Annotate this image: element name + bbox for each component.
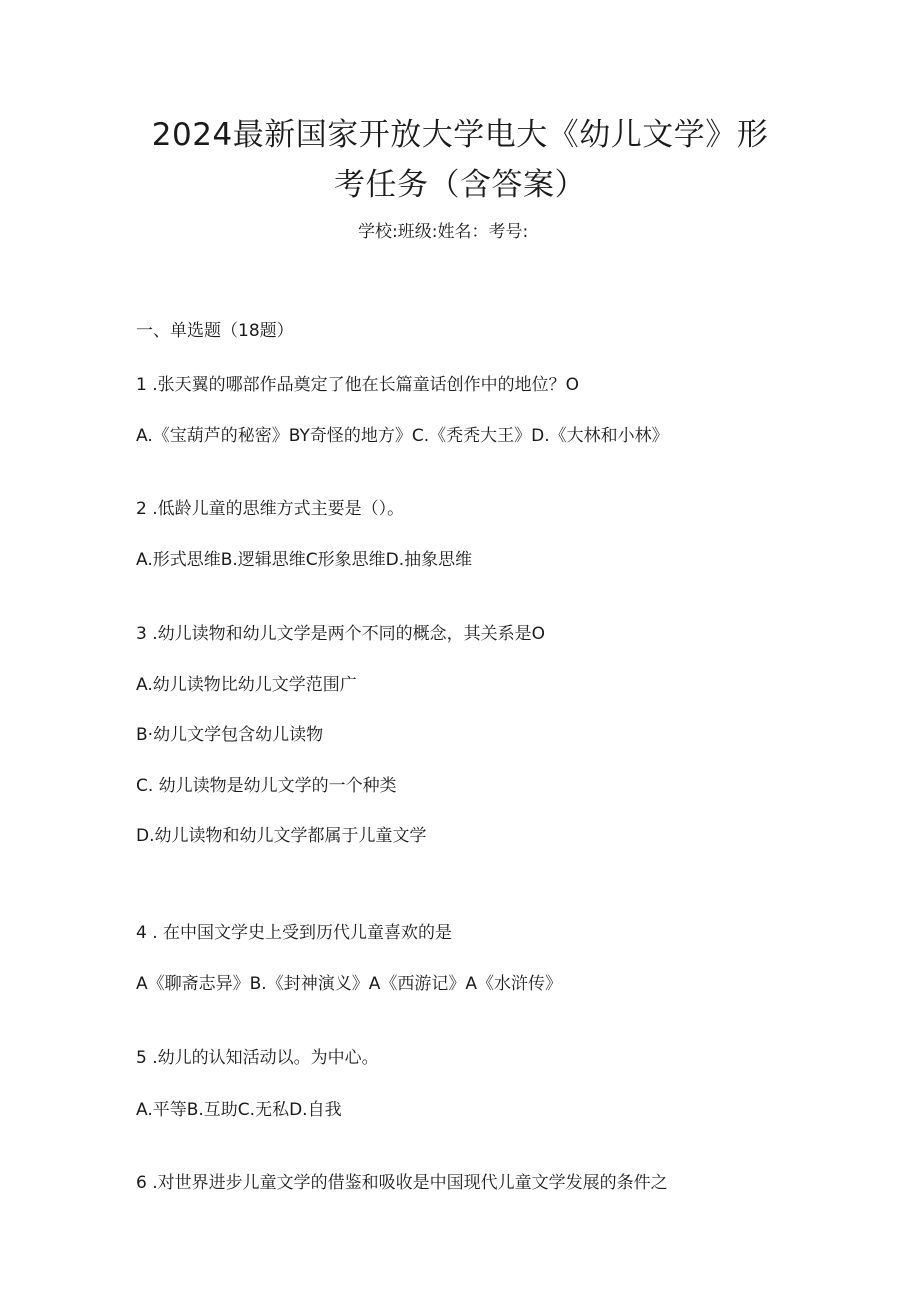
student-info-line: 学校:班级:姓名：考号: xyxy=(358,222,529,242)
question-3-stem: 3 .幼儿读物和幼儿文学是两个不同的概念，其关系是O xyxy=(136,624,546,644)
document-title-line-1: 2024最新国家开放大学电大《幼儿文学》形 xyxy=(151,117,769,153)
question-2-options: A.形式思维B.逻辑思维C形象思维D.抽象思维 xyxy=(136,550,473,570)
question-4-stem: 4 . 在中国文学史上受到历代儿童喜欢的是 xyxy=(136,923,453,943)
question-1-options: A.《宝葫芦的秘密》BY奇怪的地方》C.《秃秃大王》D.《大林和小林》 xyxy=(136,426,669,446)
question-5-stem: 5 .幼儿的认知活动以。为中心。 xyxy=(136,1048,379,1068)
question-1-stem: 1 .张天翼的哪部作品奠定了他在长篇童话创作中的地位？O xyxy=(136,375,580,395)
document-title-line-2: 考任务（含答案） xyxy=(334,167,586,203)
question-3-option-a: A.幼儿读物比幼儿文学范围广 xyxy=(136,675,357,695)
section-heading: 一、单选题（18题） xyxy=(136,321,294,341)
question-3-option-b: B·幼儿文学包含幼儿读物 xyxy=(136,725,324,745)
question-6-stem: 6 .对世界进步儿童文学的借鉴和吸收是中国现代儿童文学发展的条件之 xyxy=(136,1173,668,1193)
question-3-option-c: C. 幼儿读物是幼儿文学的一个种类 xyxy=(136,776,397,796)
question-5-options: A.平等B.互助C.无私D.自我 xyxy=(136,1100,342,1120)
question-3-option-d: D.幼儿读物和幼儿文学都属于儿童文学 xyxy=(136,826,427,846)
question-4-options: A《聊斋志异》B.《封神演义》A《西游记》A《水浒传》 xyxy=(136,974,562,994)
question-2-stem: 2 .低龄儿童的思维方式主要是（）。 xyxy=(136,499,405,519)
